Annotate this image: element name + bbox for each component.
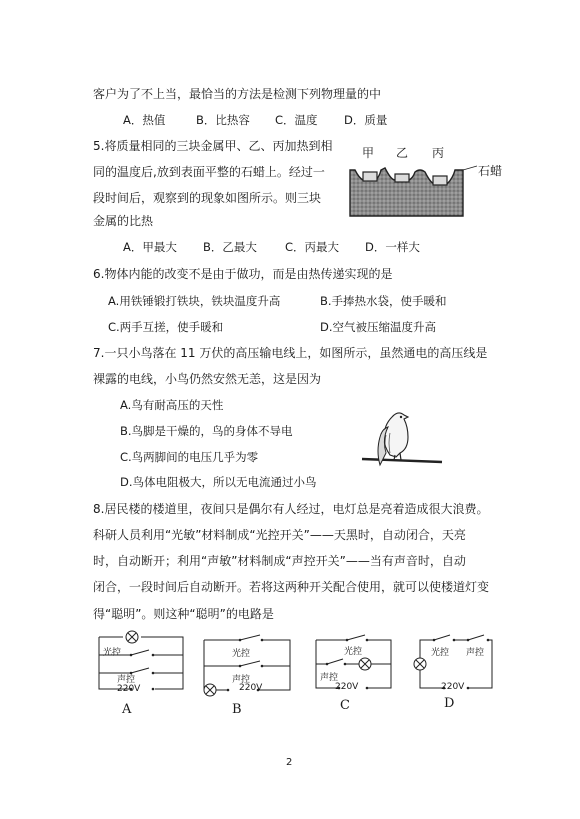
q6-option-c: C.两手互搓，使手暖和 xyxy=(108,320,224,334)
q5-stem-line-1: 5.将质量相同的三块金属甲、乙、丙加热到相 xyxy=(93,139,333,153)
circuit-b-source: 220V xyxy=(239,683,263,693)
q6-option-a: A.用铁锤锻打铁块，铁块温度升高 xyxy=(108,294,281,308)
page-number: 2 xyxy=(286,757,293,768)
q8-stem-line-2: 科研人员利用“光敏”材料制成“光控开关”——天黑时，自动闭合，天亮 xyxy=(93,528,466,542)
circuit-d-switch-light: 光控 xyxy=(431,648,450,658)
q5-option-d: D．一样大 xyxy=(365,240,420,254)
metal-yi-label: 乙 xyxy=(396,146,409,160)
metal-bing-block xyxy=(433,176,447,185)
q7-option-c: C.鸟两脚间的电压几乎为零 xyxy=(120,450,259,464)
circuit-d-source: 220V xyxy=(441,682,465,692)
circuit-b-letter: B xyxy=(232,702,242,717)
q4-option-a: A．热值 xyxy=(123,113,166,127)
metal-jia-label: 甲 xyxy=(362,146,375,160)
power-wire xyxy=(362,459,442,462)
metal-bing-label: 丙 xyxy=(432,146,445,160)
q5-stem-line-3: 段时间后，观察到的现象如图所示。则三块 xyxy=(93,191,322,205)
q4-option-d: D．质量 xyxy=(344,113,388,127)
q7-option-d: D.鸟体电阻极大，所以无电流通过小鸟 xyxy=(120,475,317,489)
bird-body xyxy=(384,413,408,457)
q6-option-d: D.空气被压缩温度升高 xyxy=(320,320,437,334)
metal-yi-block xyxy=(395,174,409,182)
q5-option-b: B．乙最大 xyxy=(203,240,257,254)
q7-stem-line-1: 7.一只小鸟落在 11 万伏的高压输电线上，如图所示，虽然通电的高压线是 xyxy=(93,346,488,360)
circuit-d-switch-sound: 声控 xyxy=(466,648,485,658)
q5-stem-line-4: 金属的比热 xyxy=(93,214,154,228)
q6-stem: 6.物体内能的改变不是由于做功，而是由热传递实现的是 xyxy=(93,267,393,281)
q8-stem-line-1: 8.居民楼的楼道里，夜间只是偶尔有人经过，电灯总是亮着造成很大浪费。 xyxy=(93,502,489,516)
q8-stem-line-5: 得“聪明”。则这种“聪明”的电路是 xyxy=(93,607,274,621)
q7-stem-line-2: 裸露的电线，小鸟仍然安然无恙，这是因为 xyxy=(93,372,322,386)
q7-option-b: B.鸟脚是干燥的，鸟的身体不导电 xyxy=(120,424,293,438)
q5-option-a: A．甲最大 xyxy=(123,240,177,254)
circuit-c-source: 220V xyxy=(335,682,359,692)
circuit-a-switch-sound: 声控 xyxy=(117,675,136,685)
bird-on-wire-figure xyxy=(362,405,442,467)
q4-stem: 客户为了不上当，最恰当的方法是检测下列物理量的中 xyxy=(93,87,382,101)
circuit-c-letter: C xyxy=(340,698,350,713)
circuit-a-switch-light: 光控 xyxy=(103,648,122,658)
circuit-a xyxy=(95,631,187,697)
q8-stem-line-3: 时，自动断开；利用“声敏”材料制成“声控开关”——当有声音时，自动 xyxy=(93,554,466,568)
q6-option-b: B.手捧热水袋，使手暖和 xyxy=(320,294,447,308)
q4-option-c: C．温度 xyxy=(275,113,318,127)
bird-eye xyxy=(400,416,402,418)
q5-option-c: C．丙最大 xyxy=(285,240,340,254)
metal-jia-block xyxy=(363,172,377,181)
q5-stem-line-2: 同的温度后,放到表面平整的石蜡上。经过一 xyxy=(93,165,325,179)
circuit-d-letter: D xyxy=(444,696,455,711)
circuit-b-switch-light: 光控 xyxy=(232,649,251,659)
circuit-a-letter: A xyxy=(122,702,132,717)
wax-label: 石蜡 xyxy=(478,164,503,178)
circuit-a-source: 220V xyxy=(117,684,141,694)
circuit-c-switch-light: 光控 xyxy=(344,647,363,657)
wax-figure xyxy=(345,158,475,218)
q8-stem-line-4: 闭合，一段时间后自动断开。若将这两种开关配合使用，就可以使楼道灯变 xyxy=(93,580,490,594)
circuit-b-switch-sound: 声控 xyxy=(232,675,251,685)
circuit-c-switch-sound: 声控 xyxy=(320,673,339,683)
q7-option-a: A.鸟有耐高压的天性 xyxy=(120,398,224,412)
q4-option-b: B．比热容 xyxy=(196,113,250,127)
